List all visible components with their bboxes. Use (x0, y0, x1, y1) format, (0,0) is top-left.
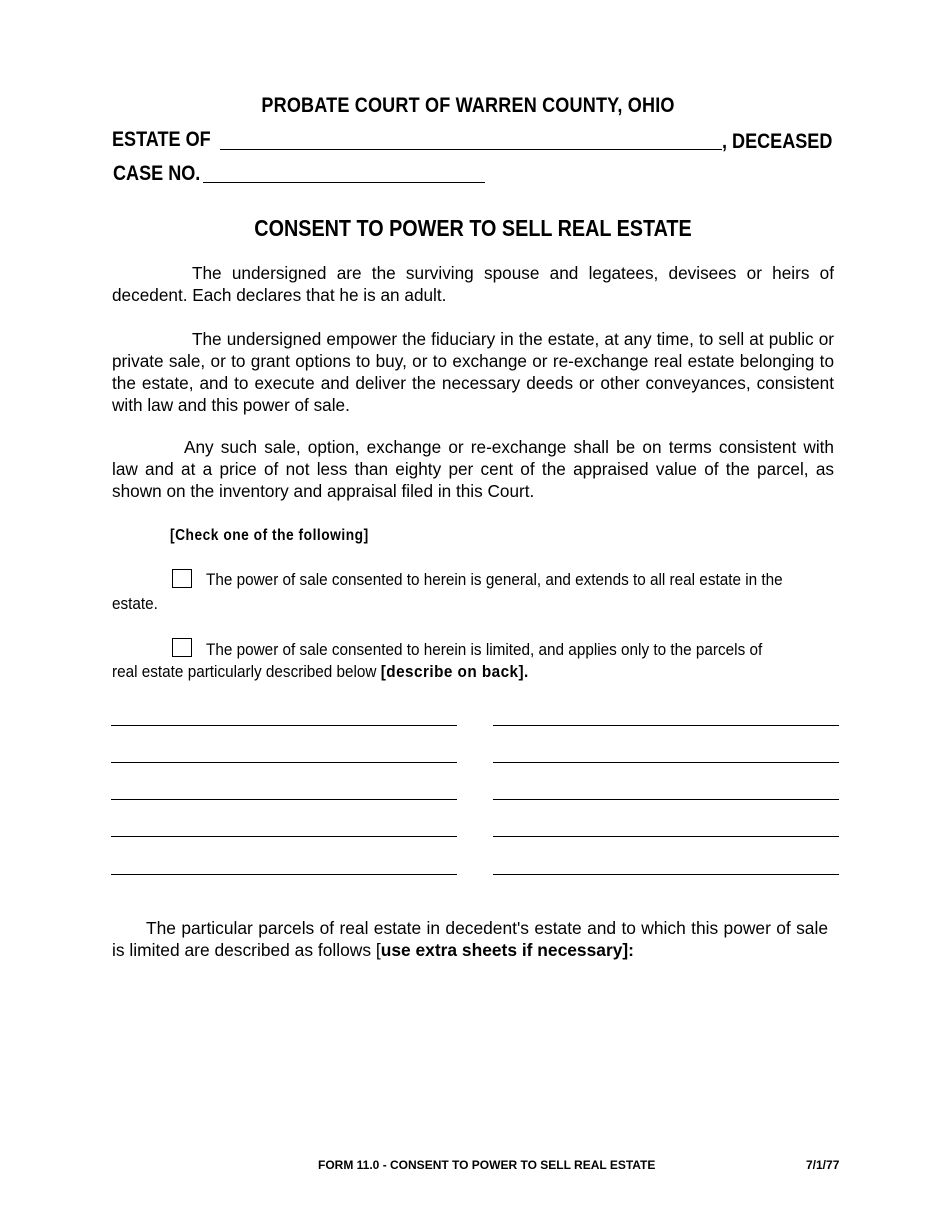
limited-power-text: real estate particularly described below (112, 662, 381, 681)
court-title: PROBATE COURT OF WARREN COUNTY, OHIO (261, 94, 675, 117)
limited-power-label-cont (112, 661, 529, 683)
general-power-label-cont: estate. (112, 594, 158, 613)
footer-form-name: FORM 11.0 - CONSENT TO POWER TO SELL REAL ESTATE (318, 1158, 656, 1172)
paragraph-declaration: The undersigned are the surviving spouse and legatees, devisees or heirs of decedent. Each declares that he is an adult. (112, 263, 834, 305)
check-instruction: [Check one of the following] (170, 527, 369, 544)
footer-date: 7/1/77 (806, 1158, 840, 1172)
signature-line[interactable] (111, 725, 457, 726)
signature-line[interactable] (493, 799, 839, 800)
form-title: CONSENT TO POWER TO SELL REAL ESTATE (254, 215, 692, 241)
signature-line[interactable] (111, 762, 457, 763)
estate-name-field[interactable] (220, 149, 722, 150)
signature-line[interactable] (111, 836, 457, 837)
limited-power-checkbox[interactable] (172, 638, 192, 657)
signature-line[interactable] (111, 874, 457, 875)
signature-line[interactable] (493, 836, 839, 837)
case-no-label: CASE NO. (113, 162, 201, 185)
deceased-label: , DECEASED (722, 130, 833, 153)
general-power-label: The power of sale consented to herein is general, and extends to all real estate in the (206, 570, 783, 589)
general-power-checkbox[interactable] (172, 569, 192, 588)
signature-line[interactable] (493, 725, 839, 726)
signature-line[interactable] (493, 874, 839, 875)
describe-on-back-note: [describe on back]. (380, 662, 529, 681)
extra-sheets-note: use extra sheets if necessary]: (380, 940, 634, 960)
limited-power-label: The power of sale consented to herein is limited, and applies only to the parcels of (206, 640, 763, 659)
signature-line[interactable] (111, 799, 457, 800)
parcels-text: The particular parcels of real estate in decedent's estate and to which this power of sale is limited are described as follows [ (112, 918, 828, 960)
estate-of-label: ESTATE OF (112, 128, 211, 151)
signature-line[interactable] (493, 762, 839, 763)
paragraph-empowerment: The undersigned empower the fiduciary in the estate, at any time, to sell at public or private sale, or to grant options to buy, or to exchange or re-exchange real estate belonging to the estate, and to execute and deliver the necessary deeds or other conveyances, consistent with law and this power of sale. (112, 329, 834, 415)
paragraph-parcels (112, 917, 828, 961)
paragraph-sale-terms: Any such sale, option, exchange or re-exchange shall be on terms consistent with law and at a price of not less than eighty per cent of the appraised value of the parcel, as shown on the inventory and appraisal filed in this Court. (112, 437, 834, 501)
case-number-field[interactable] (203, 182, 485, 183)
